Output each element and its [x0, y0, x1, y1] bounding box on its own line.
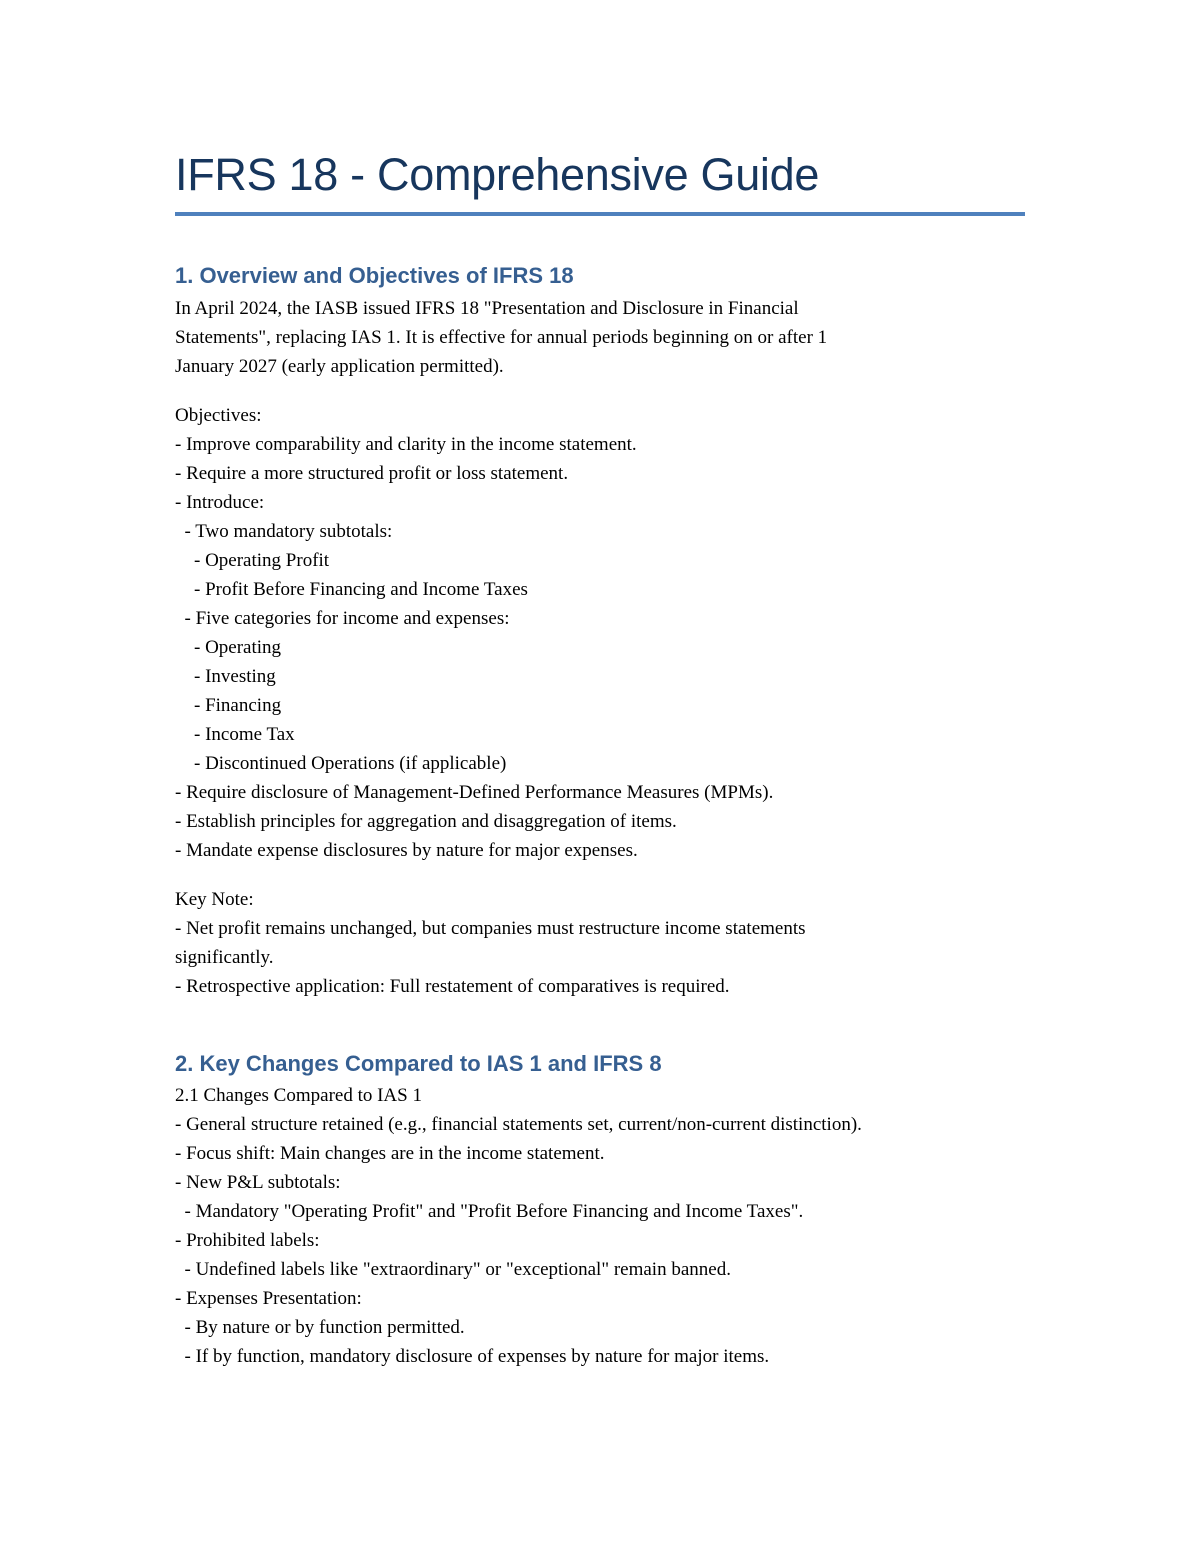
list-item: - Require a more structured profit or loss statement. [175, 463, 569, 484]
section-2-body [175, 1081, 1030, 1371]
list-item: significantly. [175, 947, 274, 968]
list-item: - Two mandatory subtotals: [175, 521, 393, 542]
title-underline [175, 212, 1025, 216]
objectives-list [175, 401, 1030, 865]
section-2-heading: 2. Key Changes Compared to IAS 1 and IFRS 8 [175, 1051, 662, 1076]
list-item: - Five categories for income and expenses: [175, 608, 510, 629]
list-item: - Discontinued Operations (if applicable) [175, 753, 507, 774]
section-1-heading: 1. Overview and Objectives of IFRS 18 [175, 263, 574, 288]
list-item: - Income Tax [175, 724, 295, 745]
list-item: - Expenses Presentation: [175, 1288, 362, 1309]
text-line: Statements", replacing IAS 1. It is effective for annual periods beginning on or after 1 [175, 327, 828, 348]
key-note [175, 885, 1030, 1001]
list-item: - Investing [175, 666, 276, 687]
list-item: - Profit Before Financing and Income Taxes [175, 579, 528, 600]
document-body [175, 140, 1030, 1371]
text-line: January 2027 (early application permitted). [175, 356, 504, 377]
list-item: - Retrospective application: Full restatement of comparatives is required. [175, 976, 730, 997]
list-heading: Objectives: [175, 405, 262, 426]
list-item: - New P&L subtotals: [175, 1172, 341, 1193]
list-item: - Undefined labels like "extraordinary" or "exceptional" remain banned. [175, 1259, 731, 1280]
list-item: - Establish principles for aggregation and disaggregation of items. [175, 811, 677, 832]
list-item: - Mandatory "Operating Profit" and "Profit Before Financing and Income Taxes". [175, 1201, 804, 1222]
document-title: IFRS 18 - Comprehensive Guide [175, 149, 820, 200]
list-item: - Improve comparability and clarity in the income statement. [175, 434, 637, 455]
list-item: - Mandate expense disclosures by nature for major expenses. [175, 840, 638, 861]
list-item: - By nature or by function permitted. [175, 1317, 465, 1338]
list-item: - Financing [175, 695, 282, 716]
list-item: - Net profit remains unchanged, but companies must restructure income statements [175, 918, 806, 939]
text-line: In April 2024, the IASB issued IFRS 18 "Presentation and Disclosure in Financial [175, 298, 799, 319]
list-item: - Require disclosure of Management-Defined Performance Measures (MPMs). [175, 782, 774, 803]
list-item: - If by function, mandatory disclosure of expenses by nature for major items. [175, 1346, 770, 1367]
list-item: - Operating Profit [175, 550, 330, 571]
list-item: - Focus shift: Main changes are in the income statement. [175, 1143, 605, 1164]
list-item: - Operating [175, 637, 282, 658]
list-item: - Introduce: [175, 492, 265, 513]
section-1-intro [175, 294, 1030, 381]
list-heading: Key Note: [175, 889, 254, 910]
list-item: - Prohibited labels: [175, 1230, 320, 1251]
subheading: 2.1 Changes Compared to IAS 1 [175, 1085, 422, 1106]
list-item: - General structure retained (e.g., financial statements set, current/non-current distinction). [175, 1114, 862, 1135]
